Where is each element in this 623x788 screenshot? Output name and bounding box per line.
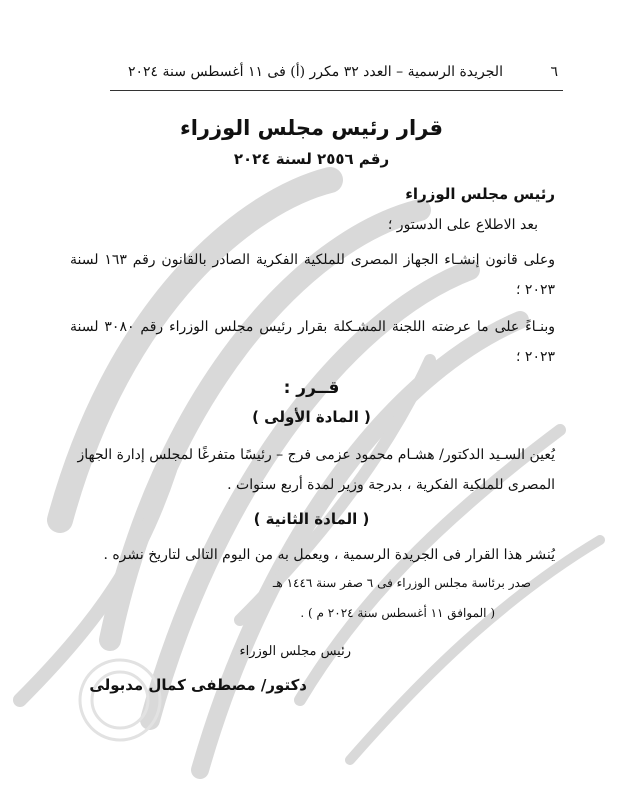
publication-line: الجريدة الرسمية – العدد ٣٢ مكرر (أ) فى ١١ أغسطس سنة ٢٠٢٤	[128, 64, 503, 80]
article-title: ( المادة الأولى )	[252, 408, 371, 426]
issue-date: صدر برئاسة مجلس الوزراء فى ٦ صفر سنة ١٤٤٦ هـ	[272, 576, 531, 590]
header-divider	[110, 90, 563, 91]
decree-number: رقم ٢٥٥٦ لسنة ٢٠٢٤	[233, 150, 390, 168]
article-text: يُعين السـيد الدكتور/ هشـام محمود عزمى فرج – رئيسًا متفرغًا لمجلس إدارة الجهاز المصرى للملكية الفكرية ، بدرجة وزير لمدة أربع سنوات .	[77, 447, 555, 493]
signature-title: رئيس مجلس الوزراء	[239, 644, 351, 659]
page-header	[128, 64, 558, 80]
article-text: يُنشر هذا القرار فى الجريدة الرسمية ، ويعمل به من اليوم التالى لتاريخ نشره .	[103, 547, 555, 563]
gregorian-date: ( الموافق ١١ أغسطس سنة ٢٠٢٤ م ) .	[300, 606, 495, 620]
page-number: ٦	[550, 64, 558, 80]
article-title: ( المادة الثانية )	[253, 510, 370, 528]
preamble-paragraph: وبنـاءً على ما عرضته اللجنة المشـكلة بقرار رئيس مجلس الوزراء رقم ٣٠٨٠ لسنة ٢٠٢٣ ؛	[70, 319, 555, 365]
decided-heading: قــرر :	[283, 378, 340, 398]
preamble-paragraph: بعد الاطلاع على الدستور ؛	[387, 217, 538, 233]
issuer-heading: رئيس مجلس الوزراء	[405, 185, 555, 203]
decree-title: قرار رئيس مجلس الوزراء	[179, 116, 444, 140]
signature-name: دكتور/ مصطفى كمال مدبولى	[89, 676, 307, 694]
preamble-paragraph: وعلى قانون إنشـاء الجهاز المصرى للملكية الفكرية الصادر بالقانون رقم ١٦٣ لسنة ٢٠٢٣ ؛	[70, 252, 555, 298]
